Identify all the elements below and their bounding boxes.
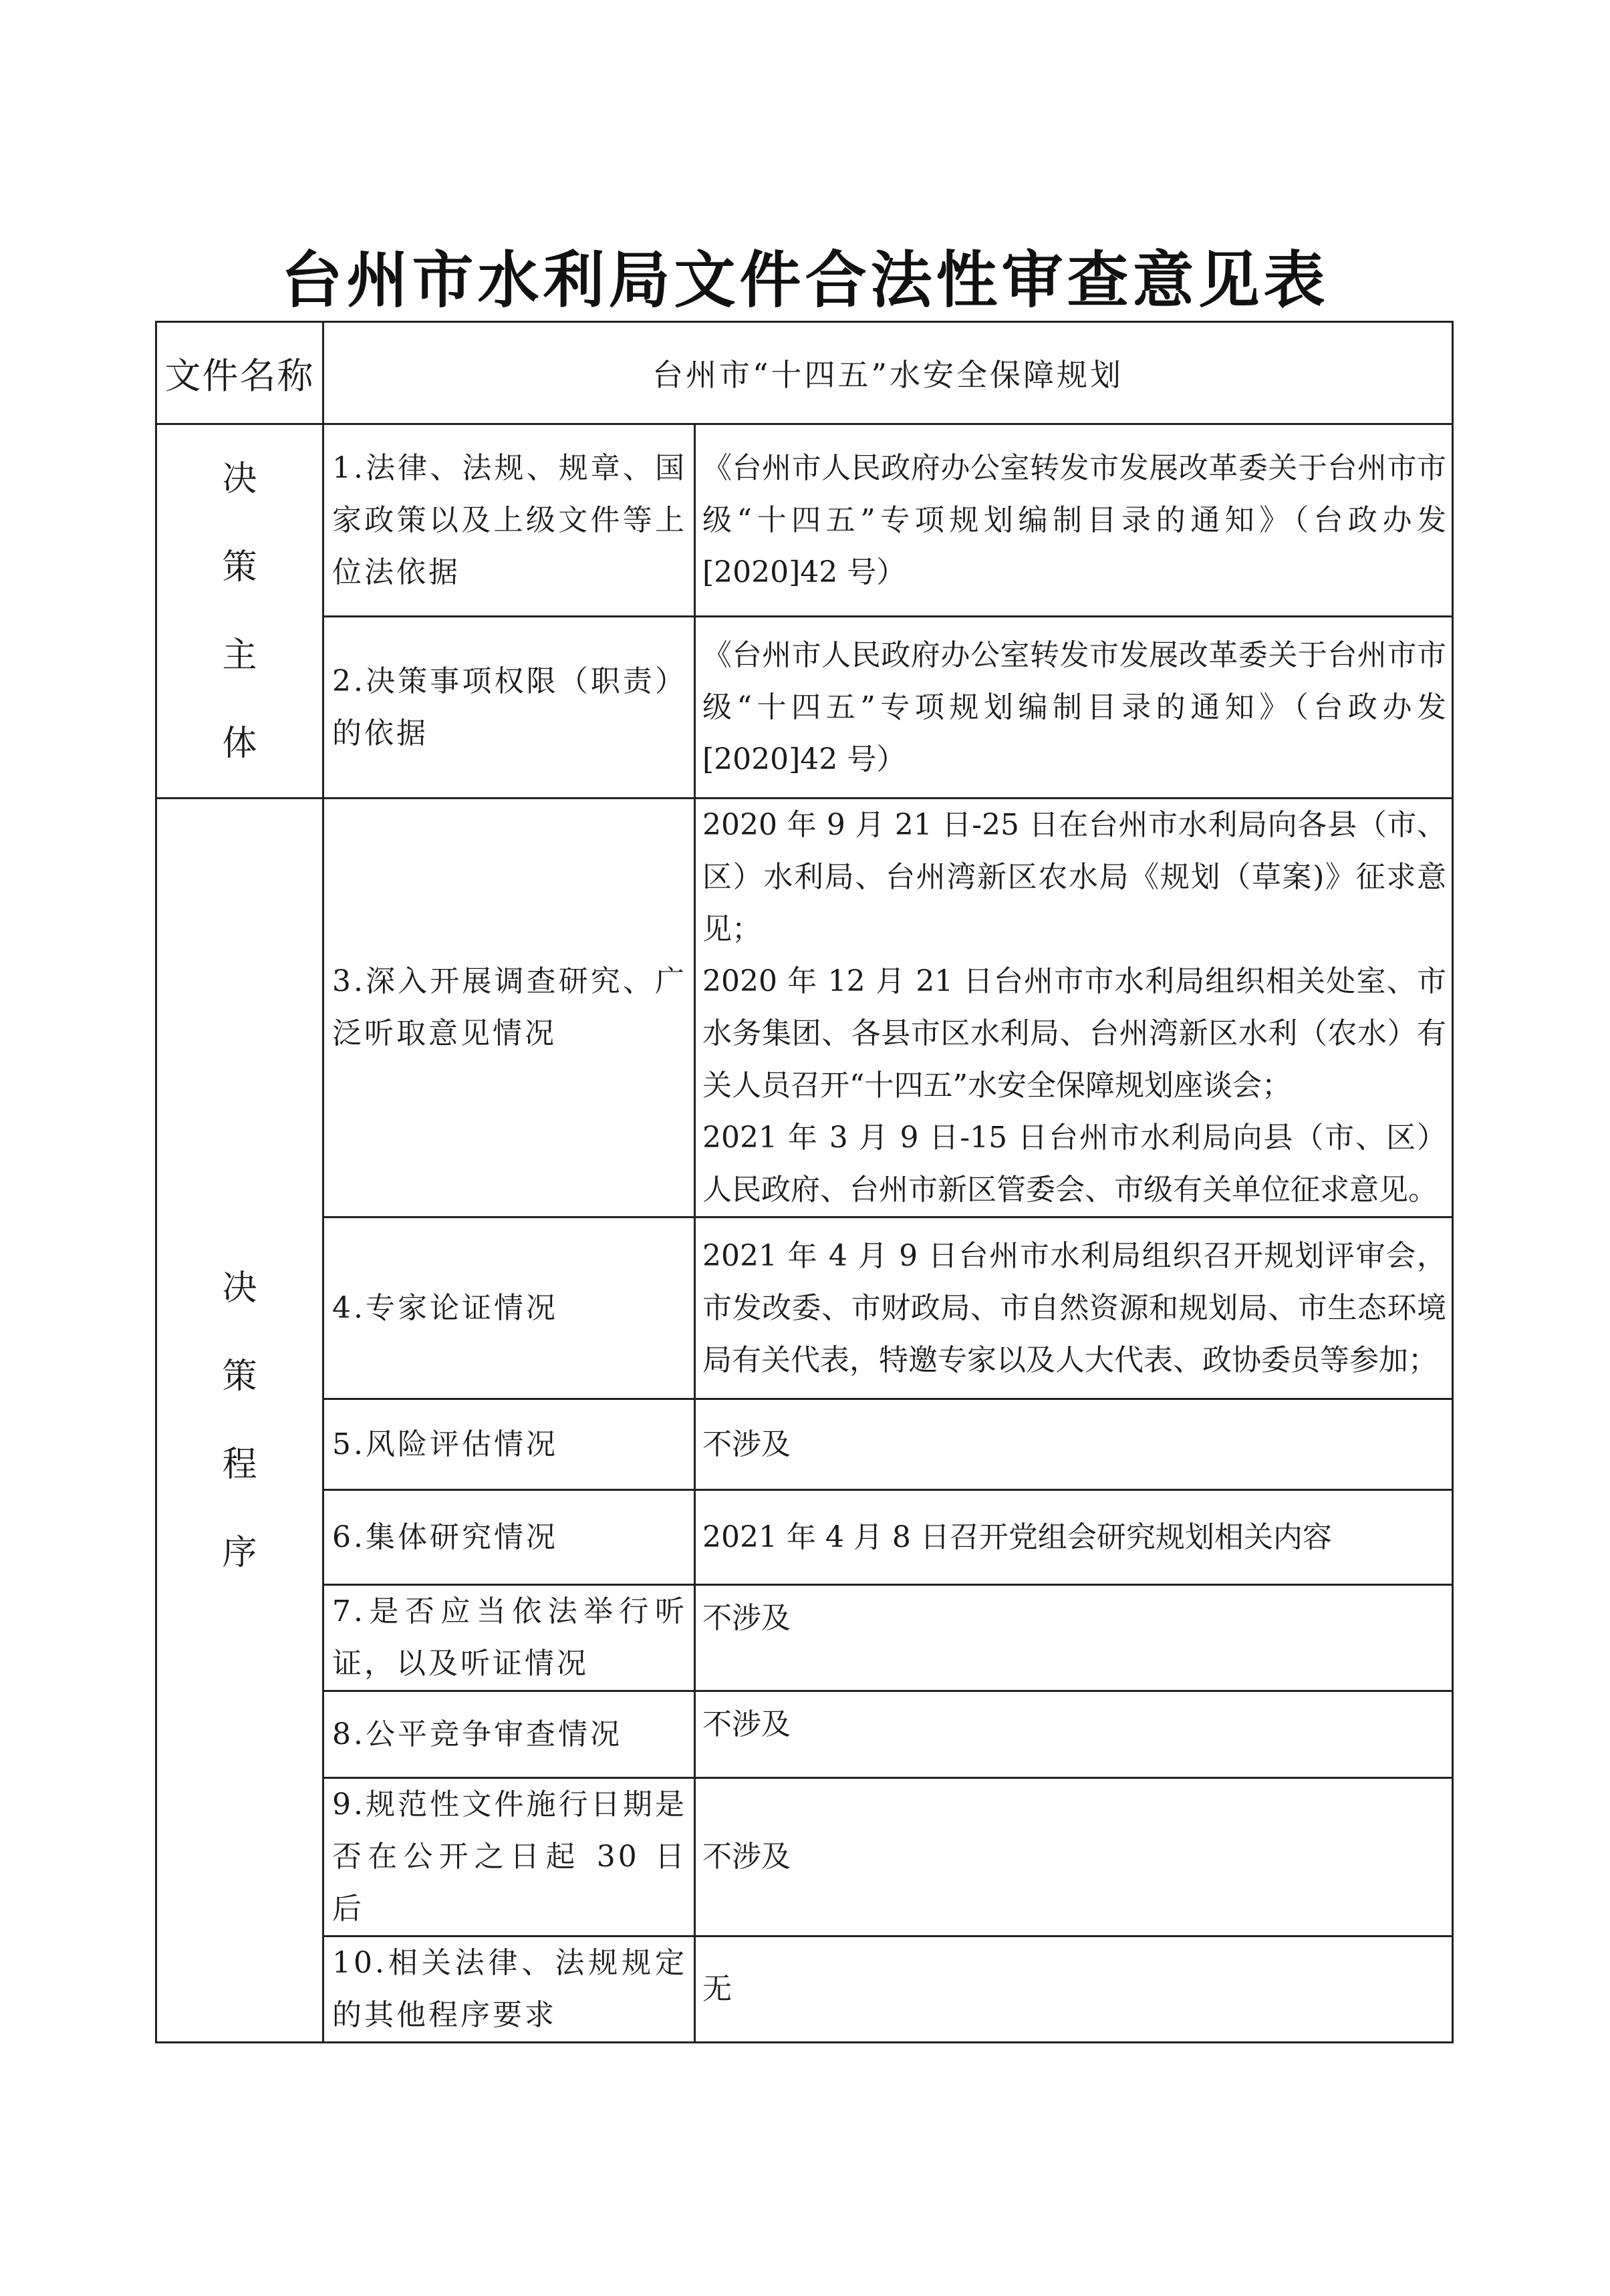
other-requirements-label: 10.相关法律、法规规定的其他程序要求 [323,1936,695,2043]
table-row [156,1585,1453,1691]
file-name-row [156,322,1453,424]
fair-competition-value: 不涉及 [695,1691,1453,1778]
table-row [156,1399,1453,1490]
fair-competition-label: 8.公平竞争审查情况 [323,1691,695,1778]
basis-law-value: 《台州市人民政府办公室转发市发展改革委关于台州市市级“十四五”专项规划编制目录的通知》（台政办发[2020]42 号） [695,424,1453,617]
research-label: 3.深入开展调查研究、广泛听取意见情况 [323,799,695,1217]
expert-label: 4.专家论证情况 [323,1217,695,1399]
file-name-value: 台州市“十四五”水安全保障规划 [323,322,1453,424]
effective-date-value: 不涉及 [695,1778,1453,1936]
collective-label: 6.集体研究情况 [323,1490,695,1585]
table-row [156,1217,1453,1399]
risk-label: 5.风险评估情况 [323,1399,695,1490]
research-paragraph: 2021 年 3 月 9 日-15 日台州市水利局向县（市、区）人民政府、台州市新区管委会、市级有关单位征求意见。 [702,1121,1447,1207]
decision-subject-label: 决 策 主 体 [156,424,323,799]
research-paragraph: 2020 年 9 月 21 日-25 日在台州市水利局向各县（市、区）水利局、台州湾新区农水局《规划（草案)》征求意见； [702,808,1447,946]
risk-value: 不涉及 [695,1399,1453,1490]
research-paragraph: 2020 年 12 月 21 日台州市市水利局组织相关处室、市水务集团、各县市区水利局、台州湾新区水利（农水）有关人员召开“十四五”水安全保障规划座谈会； [702,964,1447,1103]
file-name-label: 文件名称 [156,322,323,424]
table-row [156,799,1453,1217]
research-value [695,799,1453,1217]
hearing-label: 7.是否应当依法举行听证，以及听证情况 [323,1585,695,1691]
table-row [156,1490,1453,1585]
table-row [156,424,1453,617]
page-title: 台州市水利局文件合法性审查意见表 [281,245,1329,316]
other-requirements-value: 无 [695,1936,1453,2043]
table-row [156,617,1453,799]
table-row [156,1778,1453,1936]
authority-basis-label: 2.决策事项权限（职责）的依据 [323,617,695,799]
collective-value: 2021 年 4 月 8 日召开党组会研究规划相关内容 [695,1490,1453,1585]
table-row [156,1691,1453,1778]
hearing-value: 不涉及 [695,1585,1453,1691]
decision-procedure-label: 决 策 程 序 [156,799,323,2043]
authority-basis-value: 《台州市人民政府办公室转发市发展改革委关于台州市市级“十四五”专项规划编制目录的通知》（台政办发[2020]42 号） [695,617,1453,799]
expert-value: 2021 年 4 月 9 日台州市水利局组织召开规划评审会，市发改委、市财政局、市自然资源和规划局、市生态环境局有关代表，特邀专家以及人大代表、政协委员等参加； [695,1217,1453,1399]
table-row [156,1936,1453,2043]
review-table [155,321,1454,2043]
effective-date-label: 9.规范性文件施行日期是否在公开之日起 30 日后 [323,1778,695,1936]
basis-law-label: 1.法律、法规、规章、国家政策以及上级文件等上位法依据 [323,424,695,617]
